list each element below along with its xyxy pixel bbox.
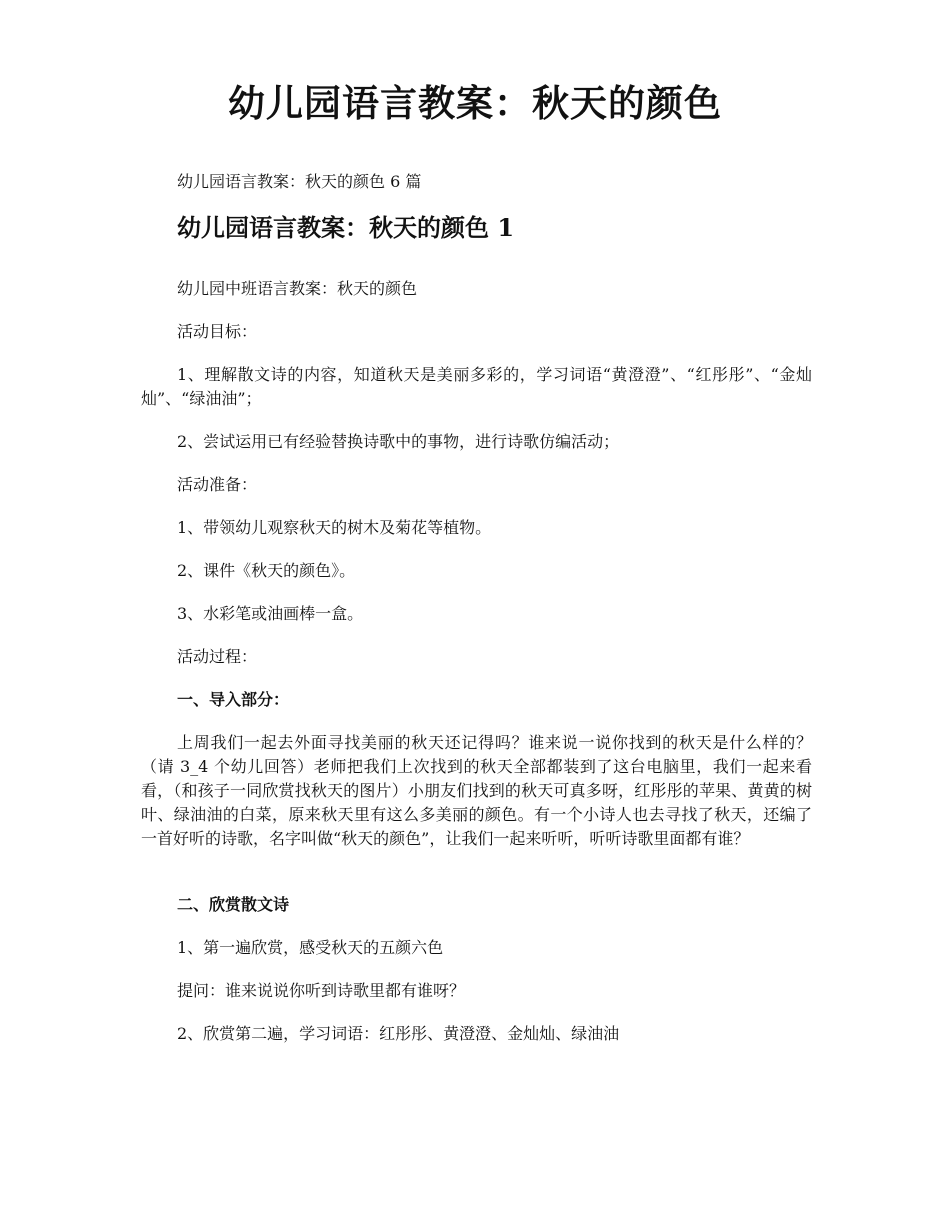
paragraph-part-1-heading: 一、导入部分： <box>177 690 290 709</box>
paragraph-prep-label: 活动准备： <box>177 475 258 494</box>
paragraph-goals-label: 活动目标： <box>177 322 258 341</box>
paragraph-part-2-heading: 二、欣赏散文诗 <box>177 895 290 914</box>
document-title: 幼儿园语言教案：秋天的颜色 <box>228 81 722 125</box>
paragraph-appreciate-1: 1、第一遍欣赏，感受秋天的五颜六色 <box>177 938 444 957</box>
document-subtitle: 幼儿园语言教案：秋天的颜色 6 篇 <box>177 172 422 191</box>
paragraph-goal-1: 1、理解散文诗的内容，知道秋天是美丽多彩的，学习词语“黄澄澄”、“红彤彤”、“金灿灿”、“绿油油”； <box>141 365 812 408</box>
paragraph-prep-1: 1、带领幼儿观察秋天的树木及菊花等植物。 <box>177 518 492 537</box>
paragraph-appreciate-2: 2、欣赏第二遍，学习词语：红彤彤、黄澄澄、金灿灿、绿油油 <box>177 1024 620 1043</box>
paragraph-goal-2: 2、尝试运用已有经验替换诗歌中的事物，进行诗歌仿编活动； <box>177 432 620 451</box>
paragraph-prep-3: 3、水彩笔或油画棒一盒。 <box>177 604 364 623</box>
paragraph-prep-2: 2、课件《秋天的颜色》。 <box>177 561 356 580</box>
paragraph-class-title: 幼儿园中班语言教案：秋天的颜色 <box>177 279 418 298</box>
section-heading: 幼儿园语言教案：秋天的颜色 1 <box>177 213 515 242</box>
paragraph-intro-text: 上周我们一起去外面寻找美丽的秋天还记得吗？谁来说一说你找到的秋天是什么样的？（请 3_4 个幼儿回答）老师把我们上次找到的秋天全部都装到了这台电脑里，我们一起来看看，（和孩子一同欣赏找秋天的图片）小朋友们找到的秋天可真多呀，红彤彤的苹果、黄黄的树叶、绿油油的白菜，原来秋天里有这么多美丽的颜色。有一个小诗人也去寻找了秋天，还编了一首好听的诗歌，名字叫做“秋天的颜色”，让我们一起来听听，听听诗歌里面都有谁？ <box>141 733 812 848</box>
paragraph-question: 提问：谁来说说你听到诗歌里都有谁呀？ <box>177 981 466 1000</box>
paragraph-process-label: 活动过程： <box>177 647 258 666</box>
